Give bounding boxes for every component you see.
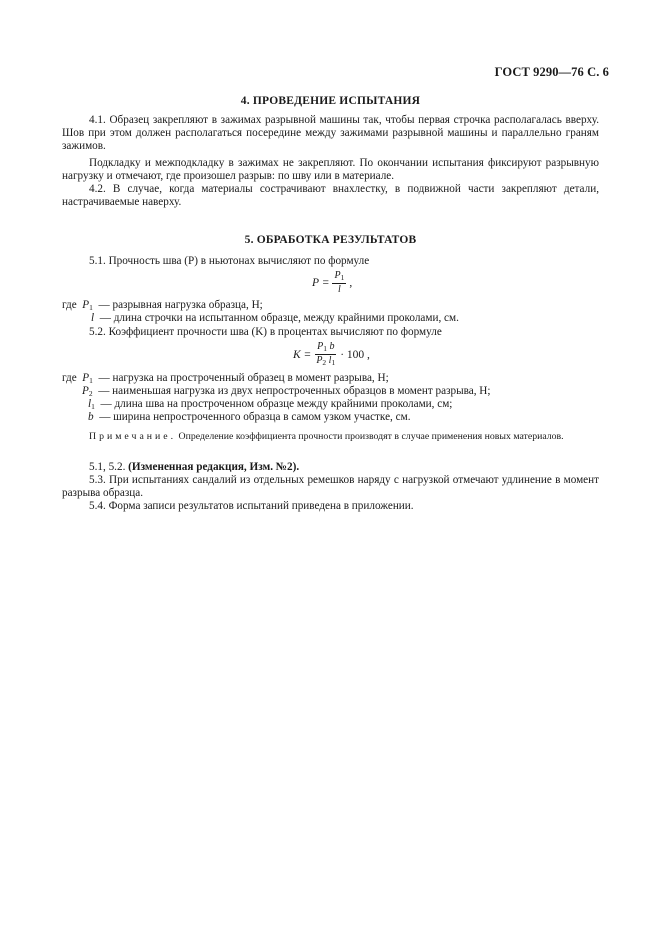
formula-coefficient-fraction: $\frac{P_1 b}{P_2 l_1}$ [316,341,336,367]
where-2-item-4: b — ширина непрострочeнного образца в самом узком участке, см. [88,411,411,423]
where-1-item-1: где $P_1$ — разрывная нагрузка образца, Н; [62,299,263,312]
paragraph-4-1: 4.1. Образец закрепляют в зажимах разрывной машины так, чтобы первая строчка располагалась вверху. Шов при этом должен располагаться посередине между зажимами разрывной машины и параллельно граням зажимов. [62,114,599,153]
amendment-line: 5.1, 5.2. (Измененная редакция, Изм. №2). [89,461,300,473]
formula-strength: P = $\frac{P_1}{l}$ , [312,270,353,295]
formula-strength-fraction: $\frac{P_1}{l}$ [334,270,345,295]
paragraph-5-2: 5.2. Коэффициент прочности шва (K) в процентах вычисляют по формуле [89,326,442,338]
note-paragraph [62,431,599,443]
page-header: ГОСТ 9290—76 С. 6 [494,65,609,79]
paragraph-5-1: 5.1. Прочность шва (P) в ньютонах вычисляют по формуле [89,255,370,267]
section-4-title: 4. ПРОВЕДЕНИЕ ИСПЫТАНИЯ [240,95,421,107]
note-text: Определение коэффициента прочности производят в случае применения новых материалов. [178,431,564,442]
formula-coefficient: K = $\frac{P_1 b}{P_2 l_1}$ · 100 , [293,341,370,367]
where-2-item-1: где $P_1$ — нагрузка на прострочeнный образец в момент разрыва, Н; [62,372,389,385]
paragraph-5-4: 5.4. Форма записи результатов испытаний приведена в приложении. [89,500,414,512]
paragraph-5-3: 5.3. При испытаниях сандалий из отдельных ремешков наряду с нагрузкой отмечают удлинение в момент разрыва образца. [62,474,599,500]
paragraph-4-1-b: Подкладку и межподкладку в зажимах не закрепляют. По окончании испытания фиксируют разрывную нагрузку и отмечают, где произошел разрыв: по шву или в материале. [62,157,599,183]
where-2-item-2: $P_2$ — наименьшая нагрузка из двух непрострочeнных образцов в момент разрыва, Н; [82,385,491,398]
section-5-title: 5. ОБРАБОТКА РЕЗУЛЬТАТОВ [244,234,417,246]
paragraph-4-2: 4.2. В случае, когда материалы сострачивают внахлестку, в подвижной части закрепляют детали, настрачиваемые наверху. [62,183,599,209]
where-2-item-3: $l_1$ — длина шва на прострочeнном образце между крайними проколами, см; [88,398,453,411]
note-label: Примечание. [89,431,177,442]
where-1-item-2: l — длина строчки на испытанном образце, между крайними проколами, см. [91,312,459,324]
